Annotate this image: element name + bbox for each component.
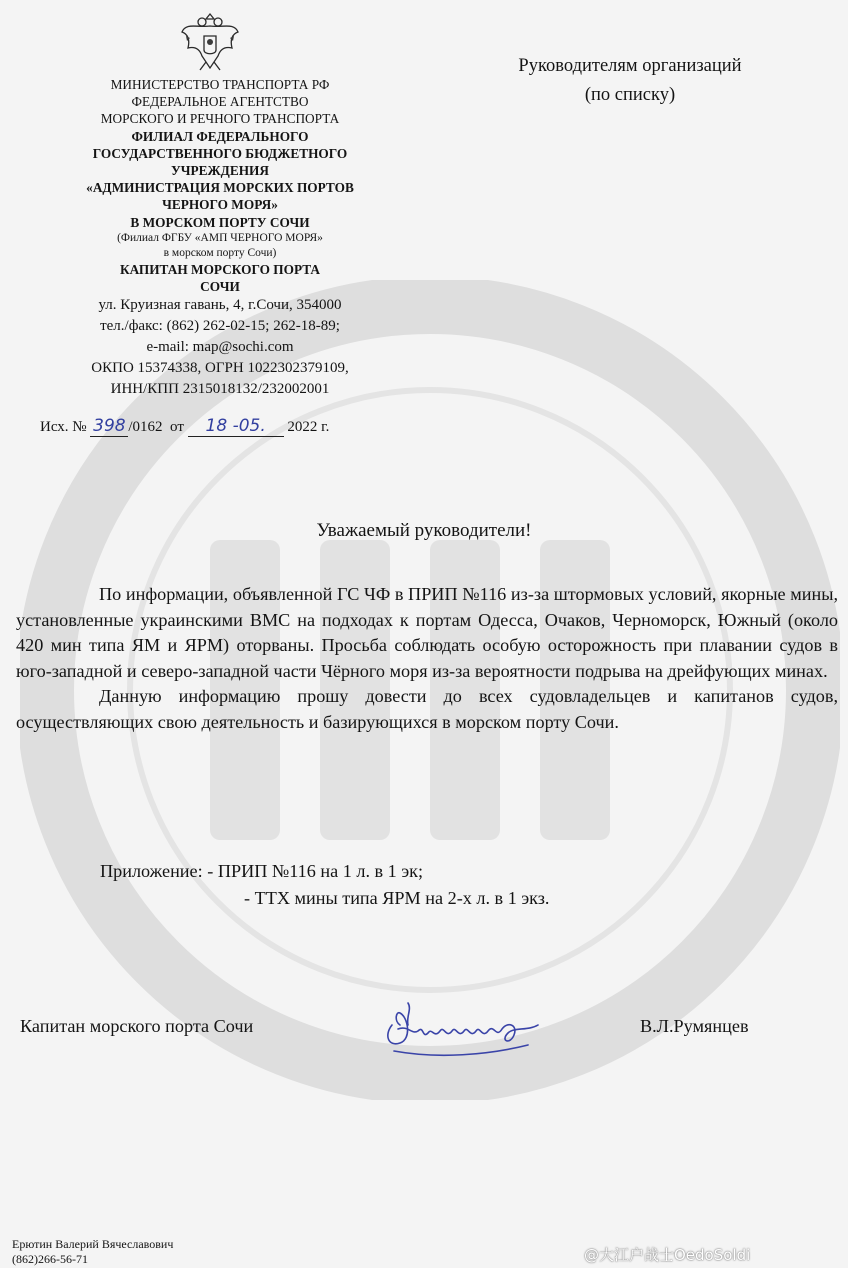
captain-title: СОЧИ: [200, 279, 240, 295]
addressee: [470, 52, 790, 110]
outgoing-reference: [40, 416, 329, 437]
salutation: Уважаемый руководители!: [316, 520, 532, 541]
handwritten-signature: [378, 995, 553, 1065]
branch-line: В МОРСКОМ ПОРТУ СОЧИ: [130, 214, 310, 230]
agency-line: МОРСКОГО И РЕЧНОГО ТРАНСПОРТА: [100, 111, 340, 127]
okpo-line: ОКПО 15374338, ОГРН 1022302379109,: [91, 360, 349, 377]
inn-line: ИНН/КПП 2315018132/232002001: [110, 381, 330, 398]
ministry-line: МИНИСТЕРСТВО ТРАНСПОРТА РФ: [110, 77, 330, 92]
branch-short-name: в морском порту Сочи): [163, 246, 277, 259]
addressee-note: (по списку): [584, 85, 676, 105]
ref-number-suffix: /0162: [128, 419, 163, 435]
branch-line: ГОСУДАРСТВЕННОГО БЮДЖЕТНОГО: [92, 145, 348, 161]
attachment-line: - ТТХ мины типа ЯРМ на 2-х л. в 1 экз.: [244, 888, 550, 908]
ref-number-handwritten: 398: [93, 416, 126, 436]
agency-line: ФЕДЕРАЛЬНОЕ АГЕНТСТВО: [131, 94, 309, 110]
captain-title: КАПИТАН МОРСКОГО ПОРТА: [119, 261, 321, 277]
executor-phone: (862)266-56-71: [12, 1252, 88, 1266]
branch-line: ЧЕРНОГО МОРЯ»: [162, 197, 278, 213]
email-line: e-mail: map@sochi.com: [146, 339, 294, 356]
sender-header: [30, 76, 410, 400]
signatory-name: В.Л.Румянцев: [640, 1016, 749, 1036]
coat-of-arms-emblem: [178, 8, 242, 76]
attachment-line: Приложение: - ПРИП №116 на 1 л. в 1 эк;: [100, 861, 424, 881]
ref-from: от: [170, 419, 184, 435]
signatory-position: Капитан морского порта Сочи: [20, 1016, 254, 1036]
address-line: ул. Круизная гавань, 4, г.Сочи, 354000: [98, 297, 342, 314]
ref-date-handwritten: 18 -05.: [205, 416, 266, 436]
branch-line: ФИЛИАЛ ФЕДЕРАЛЬНОГО: [131, 128, 309, 144]
executor-info: [12, 1237, 173, 1267]
addressee-line: Руководителям организаций: [518, 56, 742, 76]
body-paragraph: Данную информацию прошу довести до всех судовладельцев и капитанов судов, осуществляющих свою деятельность и базирующихся в морском порту Сочи.: [16, 686, 838, 732]
phone-line: тел./факс: (862) 262-02-15; 262-18-89;: [100, 318, 340, 335]
branch-line: УЧРЕЖДЕНИЯ: [171, 163, 269, 179]
ref-prefix: Исх. №: [40, 419, 87, 435]
attachments: [100, 858, 549, 912]
branch-line: «АДМИНИСТРАЦИЯ МОРСКИХ ПОРТОВ: [86, 180, 354, 196]
letter-body: [16, 582, 838, 736]
ref-year: 2022 г.: [287, 419, 330, 435]
weibo-watermark: @大江户战士OedoSoldi: [584, 1246, 751, 1264]
branch-short-name: (Филиал ФГБУ «АМП ЧЕРНОГО МОРЯ»: [117, 231, 323, 244]
executor-name: Ерютин Валерий Вячеславович: [12, 1237, 174, 1251]
body-paragraph: По информации, объявленной ГС ЧФ в ПРИП №116 из-за штормовых условий, якорные мины, установленные украинскими ВМС на подходах к портам Одесса, Очаков, Черноморск, Южный (около 420 мин типа ЯМ и ЯРМ) оторваны. Просьба соблюдать особую осторожность при плавании судов в юго-западной и северо-западной части Чёрного моря из-за вероятности подрыва на дрейфующих минах.: [16, 584, 838, 681]
